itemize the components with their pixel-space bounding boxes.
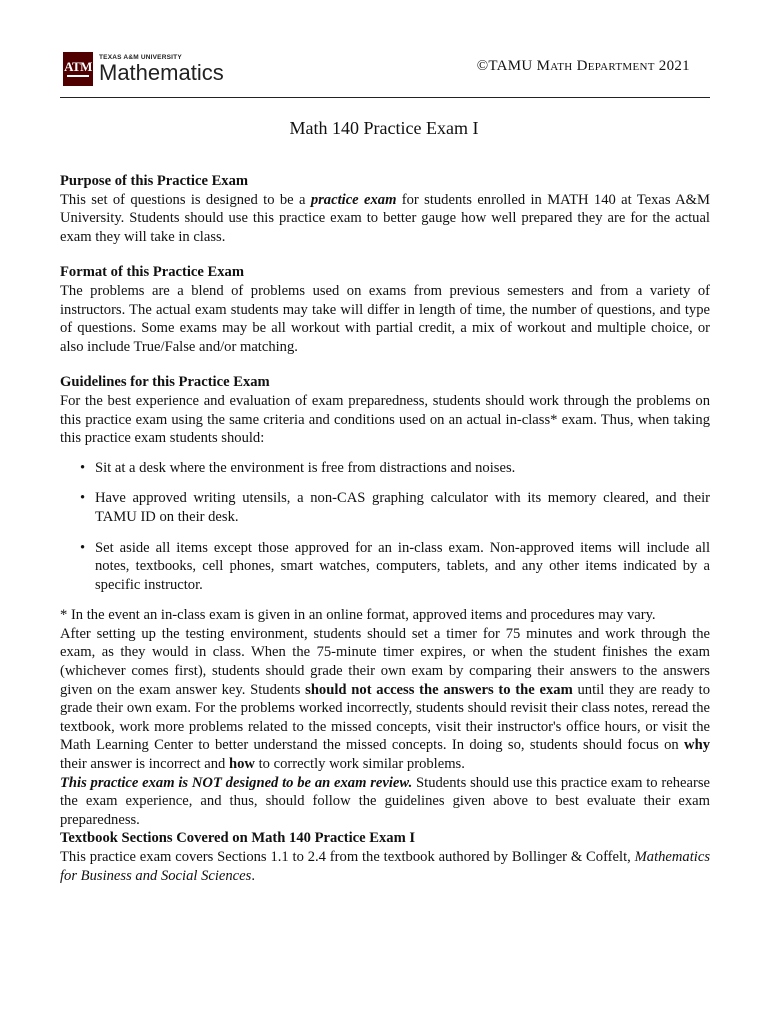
online-format-note: * In the event an in-class exam is given in an online format, approved items and procedures may vary. (60, 607, 656, 624)
list-item: • Sit at a desk where the environment is free from distractions and noises. (80, 459, 710, 478)
university-name: TEXAS A&M UNIVERSITY (99, 53, 182, 61)
review-paragraph: This practice exam is NOT designed to be an exam review. Students should use this practice exam to rehearse the exam experience, and thus, should follow the guidelines given above to best evaluate their exam preparedness. (60, 774, 710, 828)
page-title: Math 140 Practice Exam I (289, 118, 479, 138)
textbook-section (60, 829, 710, 885)
procedure-paragraph: After setting up the testing environment, students should set a timer for 75 minutes and work through the exam, as they would in class. When the 75-minute timer expires, or when the student finishes the exam (whichever comes first), students should grade their own exam by comparing their answers to the answers given on the exam answer key. Students should not access the answers to the exam until they are ready to grade their own exam. For the problems worked incorrectly, students should revisit their class notes, reread the textbook, work more problems related to the missed concepts, visit their instructor's office hours, or visit the Math Learning Center to better understand the missed concepts. In doing so, students should focus on why their answer is incorrect and how to correctly work similar problems. (60, 625, 710, 773)
purpose-heading: Purpose of this Practice Exam (60, 173, 249, 189)
format-heading: Format of this Practice Exam (60, 264, 244, 281)
textbook-heading: Textbook Sections Covered on Math 140 Practice Exam I (60, 830, 416, 847)
practice-exam-emphasis: practice exam (310, 191, 397, 208)
tamu-math-logo (63, 50, 224, 88)
purpose-section (60, 172, 710, 246)
logo-mark-text: ATM (64, 58, 92, 74)
guidelines-heading: Guidelines for this Practice Exam (60, 374, 270, 391)
document-body (60, 172, 710, 885)
format-section (60, 263, 710, 356)
department-name: Mathematics (99, 59, 224, 85)
copyright-notice: ©TAMU Math Department 2021 (476, 58, 690, 74)
guidelines-section (60, 373, 710, 625)
format-text: The problems are a blend of problems used on exams from previous semesters and from a variety of instructors. The actual exam students may take will differ in length of time, the number of questions, and type of questions. Some exams may be all workout with partial credit, a mix of workout and multiple choice, or also include True/False and/or matching. (60, 282, 710, 355)
purpose-text: This set of questions is designed to be a practice exam for students enrolled in MATH 140 at Texas A&M University. Students should use this practice exam to better gauge how well prepared they are for the actual exam they will take in class. (60, 191, 710, 245)
guidelines-text: For the best experience and evaluation of exam preparedness, students should work through the problems on this practice exam using the same criteria and conditions used on an actual in-class* exam. Thus, when taking this practice exam students should: (60, 392, 710, 447)
header-divider (60, 97, 710, 98)
list-item: • Have approved writing utensils, a non-CAS graphing calculator with its memory cleared, and their TAMU ID on their desk. (80, 489, 710, 526)
not-review-emphasis: This practice exam is NOT designed to be an exam review. (60, 774, 413, 791)
list-item: • Set aside all items except those approved for an in-class exam. Non-approved items will include all notes, textbooks, cell phones, smart watches, computers, tablets, and any other items indicated by a specific instructor. (80, 539, 710, 595)
guidelines-list (60, 459, 710, 595)
book-title: Mathematics for Business and Social Sciences (60, 849, 710, 884)
textbook-text: This practice exam covers Sections 1.1 to 2.4 from the textbook authored by Bollinger & Coffelt, Mathematics for Business and Social Sciences. (60, 849, 710, 884)
atm-logo-icon (63, 52, 93, 86)
